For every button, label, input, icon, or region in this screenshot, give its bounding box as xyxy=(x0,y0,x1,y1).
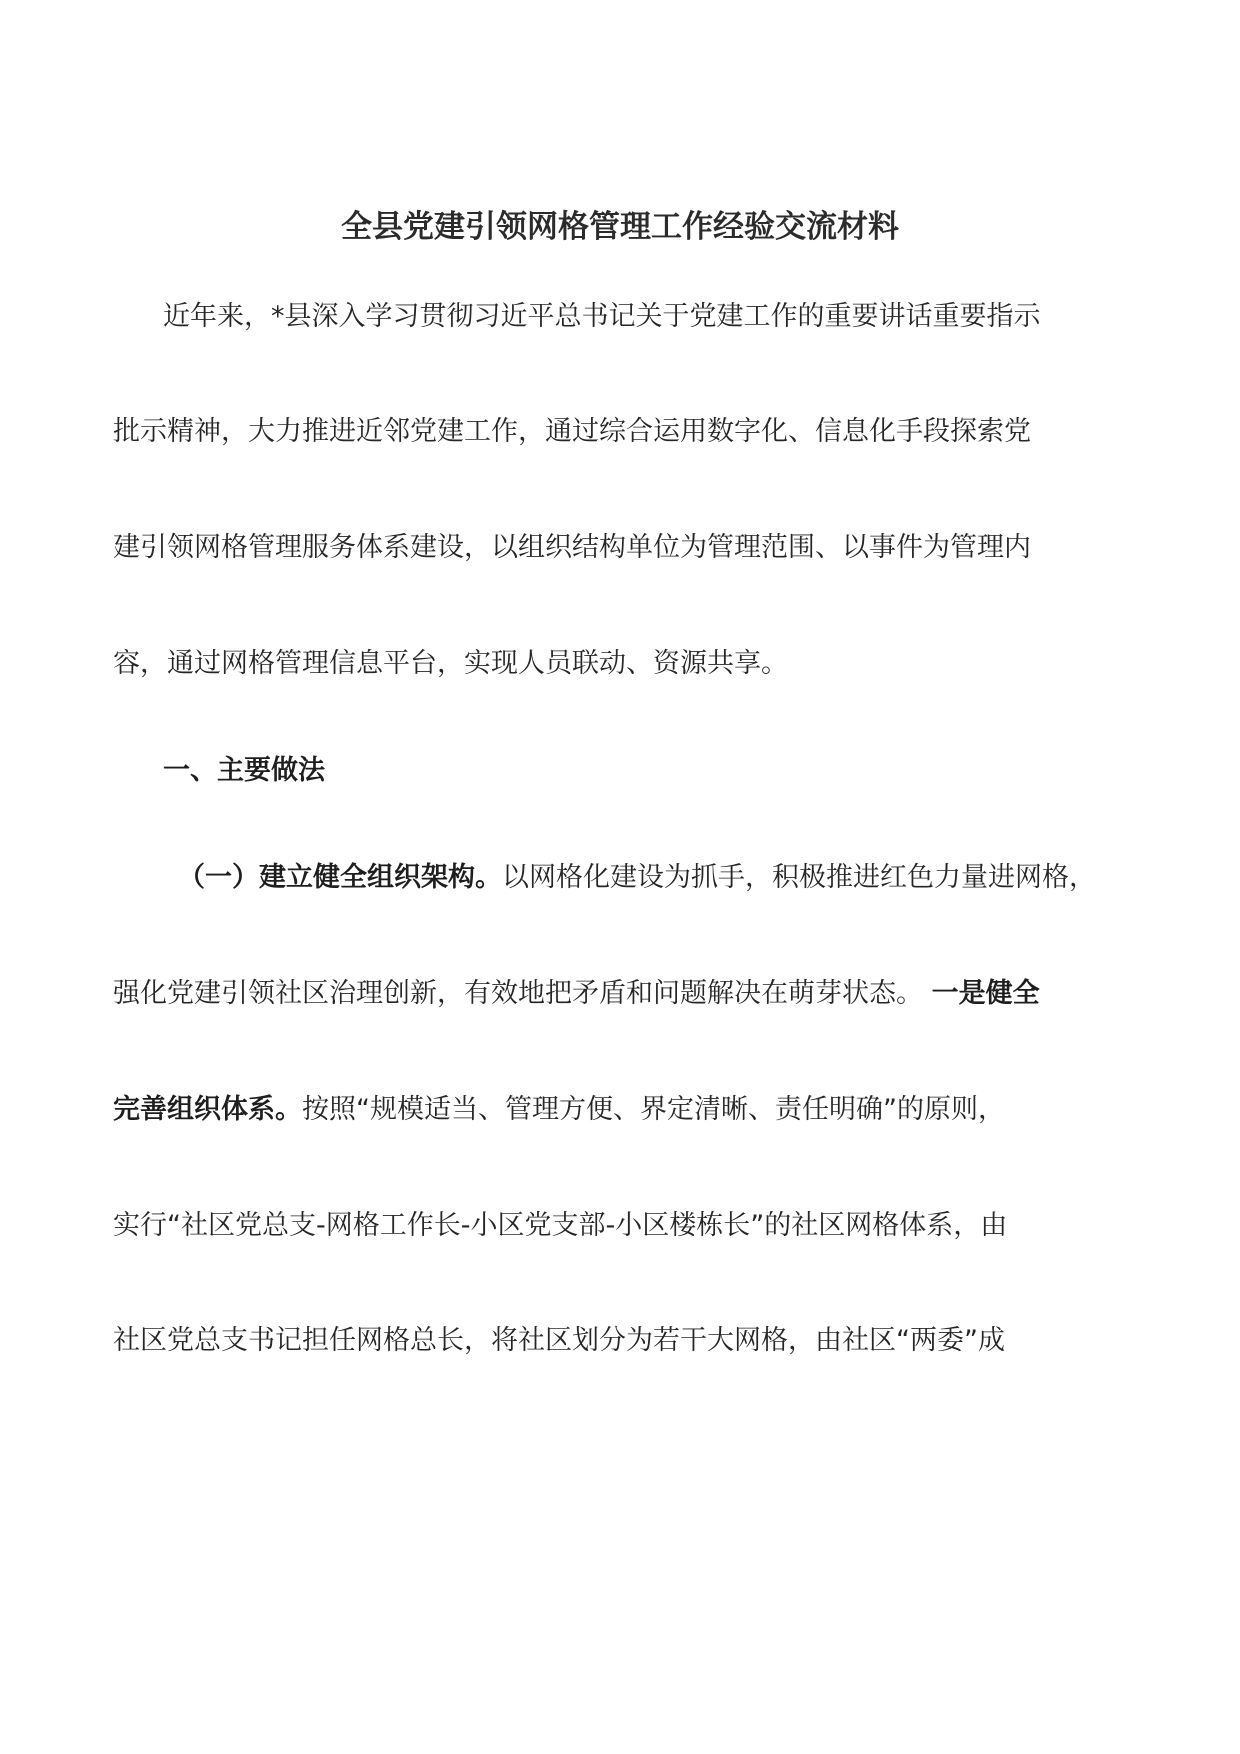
subsection-line-5: 社区党总支书记担任网格总长，将社区划分为若干大网格，由社区“两委”成 xyxy=(113,1325,1005,1356)
intro-line-2: 批示精神，大力推进近邻党建工作，通过综合运用数字化、信息化手段探索党 xyxy=(113,416,1031,447)
subsection-line-2-text: 强化党建引领社区治理创新，有效地把矛盾和问题解决在萌芽状态。 xyxy=(113,978,923,1009)
subsection-line-3-text: 按照“规模适当、管理方便、界定清晰、责任明确”的原则， xyxy=(302,1094,1005,1125)
intro-line-3: 建引领网格管理服务体系建设，以组织结构单位为管理范围、以事件为管理内 xyxy=(113,532,1031,563)
point-one-heading-start: 一是健全 xyxy=(931,978,1040,1009)
document-title: 全县党建引领网格管理工作经验交流材料 xyxy=(341,209,899,245)
subsection-line-4: 实行“社区党总支-网格工作长-小区党支部-小区楼栋长”的社区网格体系，由 xyxy=(113,1210,1008,1241)
intro-line-4: 容，通过网格管理信息平台，实现人员联动、资源共享。 xyxy=(113,648,788,679)
subsection-heading: （一）建立健全组织架构。 xyxy=(178,862,502,893)
point-one-heading-end: 完善组织体系。 xyxy=(113,1094,302,1125)
subsection-line-2 xyxy=(113,974,1040,1014)
subsection-line-3 xyxy=(113,1090,1005,1130)
section-heading: 一、主要做法 xyxy=(163,755,325,786)
intro-line-1: 近年来，*县深入学习贯彻习近平总书记关于党建工作的重要讲话重要指示 xyxy=(163,301,1041,332)
subsection-line-1 xyxy=(178,858,1096,898)
subsection-line-1-text: 以网格化建设为抓手，积极推进红色力量进网格， xyxy=(502,862,1096,893)
